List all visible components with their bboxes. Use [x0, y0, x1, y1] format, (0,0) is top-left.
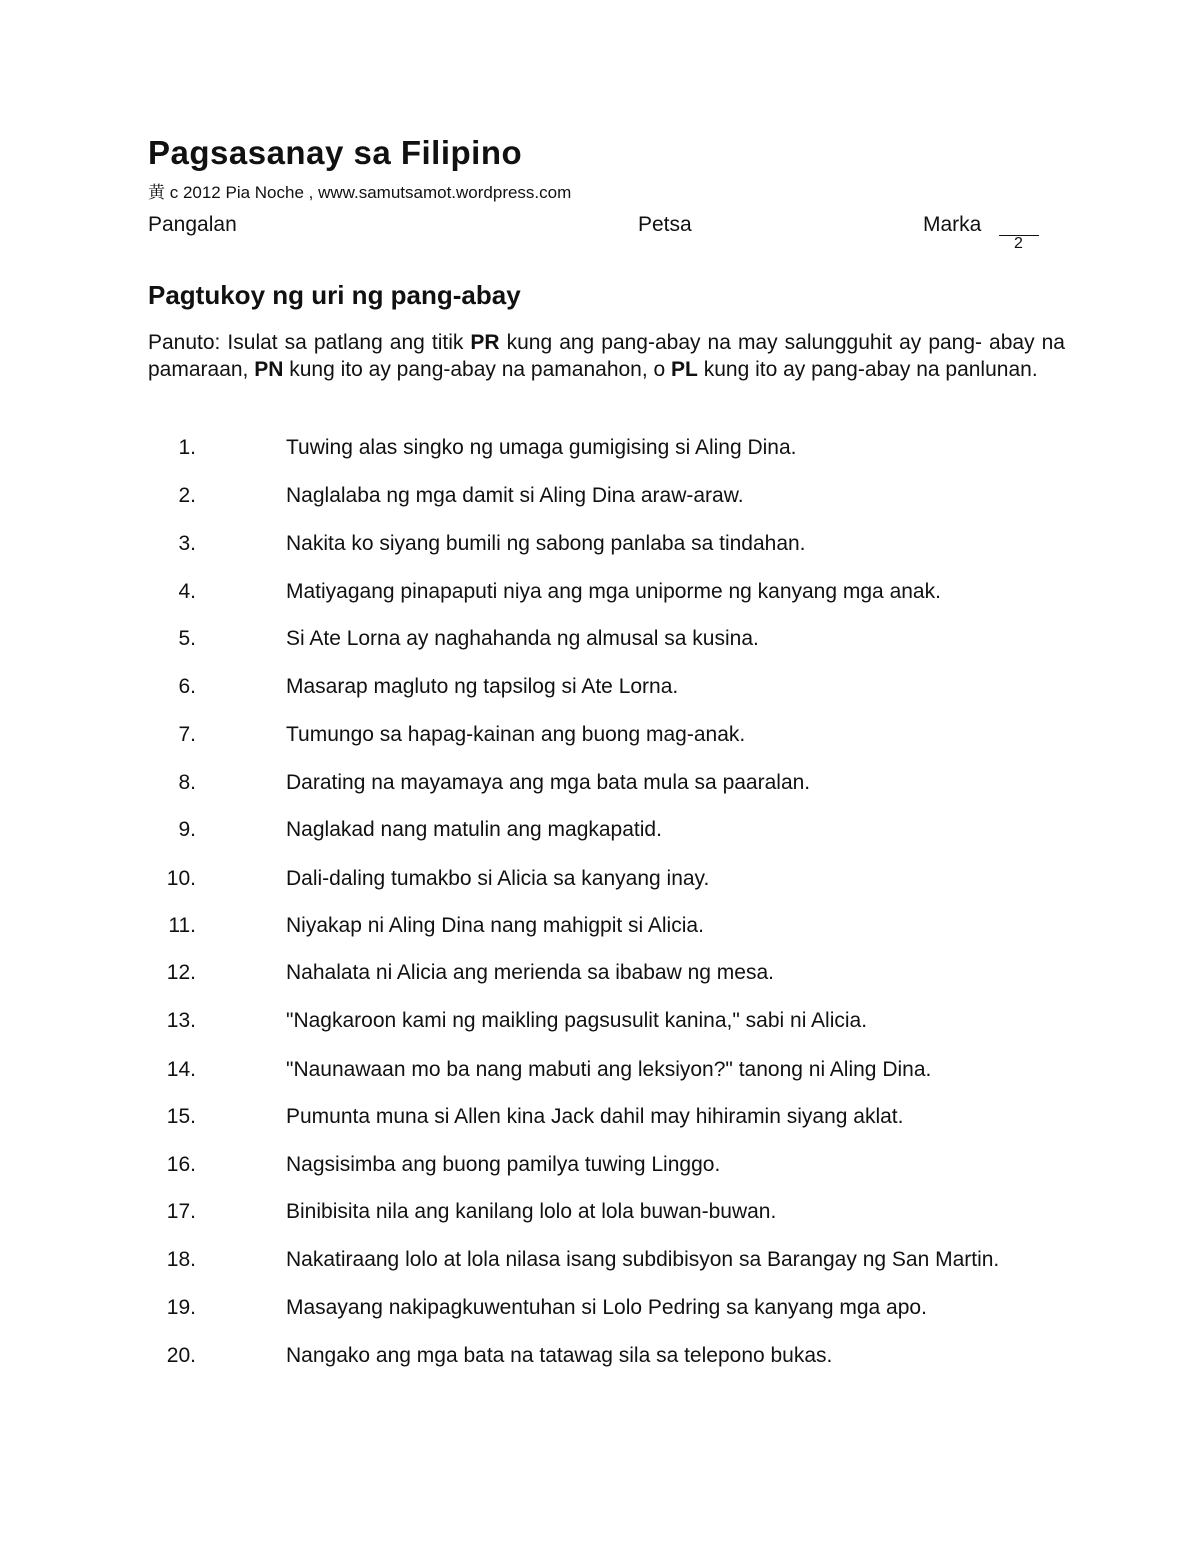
instructions — [148, 329, 1065, 383]
instructions-lead: Panuto: Isulat sa patlang ang titik — [148, 331, 471, 354]
list-item — [0, 1296, 1200, 1326]
item-number: 10. — [166, 867, 196, 890]
item-number: 16. — [166, 1153, 196, 1176]
item-number: 17. — [166, 1200, 196, 1223]
list-item — [0, 1153, 1200, 1183]
item-number: 20. — [166, 1344, 196, 1367]
item-text: Nahalata ni Alicia ang merienda sa ibabaw ng mesa. — [286, 961, 774, 984]
item-number: 11. — [168, 914, 196, 937]
item-text: Niyakap ni Aling Dina nang mahigpit si Alicia. — [286, 914, 704, 937]
list-item — [0, 436, 1200, 466]
item-number: 12. — [166, 961, 196, 984]
list-item — [0, 818, 1200, 848]
item-text: Si Ate Lorna ay naghahanda ng almusal sa kusina. — [286, 627, 759, 650]
list-item — [0, 627, 1200, 657]
instructions-part4: kung ito ay pang-abay na panlunan. — [697, 358, 1038, 381]
item-text: Matiyagang pinapaputi niya ang mga uniporme ng kanyang mga anak. — [286, 580, 941, 603]
list-item — [0, 532, 1200, 562]
item-text: Masayang nakipagkuwentuhan si Lolo Pedring sa kanyang mga apo. — [286, 1296, 927, 1319]
list-item — [0, 580, 1200, 610]
item-text: Pumunta muna si Allen kina Jack dahil may hihiramin siyang aklat. — [286, 1105, 904, 1128]
item-number: 18. — [166, 1248, 196, 1271]
list-item — [0, 1105, 1200, 1135]
instructions-part3: kung ito ay pang-abay na pamanahon, o — [283, 358, 672, 381]
item-number: 19. — [166, 1296, 196, 1319]
list-item — [0, 914, 1200, 944]
item-number: 8. — [178, 771, 196, 794]
list-item — [0, 1248, 1200, 1278]
item-text: Darating na mayamaya ang mga bata mula sa paaralan. — [286, 771, 811, 794]
item-number: 2. — [178, 484, 196, 507]
item-text: Tumungo sa hapag-kainan ang buong mag-anak. — [286, 723, 746, 746]
score-denominator: 2 — [1014, 236, 1023, 248]
list-item — [0, 675, 1200, 705]
code-pn: PN — [254, 358, 284, 381]
item-number: 7. — [178, 723, 196, 746]
list-item — [0, 723, 1200, 753]
item-text: Nagsisimba ang buong pamilya tuwing Linggo. — [286, 1153, 721, 1176]
item-number: 5. — [178, 627, 196, 650]
list-item — [0, 867, 1200, 897]
item-text: Tuwing alas singko ng umaga gumigising si Aling Dina. — [286, 436, 797, 459]
list-item — [0, 484, 1200, 514]
section-title: Pagtukoy ng uri ng pang-abay — [148, 280, 521, 310]
item-number: 3. — [178, 532, 196, 555]
page-title: Pagsasanay sa Filipino — [148, 134, 523, 171]
list-item — [0, 1009, 1200, 1039]
name-label: Pangalan — [148, 213, 237, 236]
list-item — [0, 1344, 1200, 1374]
item-text: Nangako ang mga bata na tatawag sila sa telepono bukas. — [286, 1344, 833, 1367]
item-text: Nakita ko siyang bumili ng sabong panlaba sa tindahan. — [286, 532, 806, 555]
item-text: "Naunawaan mo ba nang mabuti ang leksiyon?" tanong ni Aling Dina. — [286, 1058, 932, 1081]
item-text: Naglalaba ng mga damit si Aling Dina araw-araw. — [286, 484, 744, 507]
list-item — [0, 771, 1200, 801]
instructions-part2: kung ang pang-abay na may salungguhit ay pang- abay na pamaraan, — [148, 331, 1065, 381]
date-label: Petsa — [638, 213, 692, 236]
item-number: 6. — [178, 675, 196, 698]
item-text: Naglakad nang matulin ang magkapatid. — [286, 818, 662, 841]
item-number: 13. — [166, 1009, 196, 1032]
code-pr: PR — [470, 331, 500, 354]
copyright-line: 黄 c 2012 Pia Noche , www.samutsamot.wordpress.com — [148, 183, 572, 202]
item-text: Binibisita nila ang kanilang lolo at lola buwan-buwan. — [286, 1200, 777, 1223]
score-label: Marka — [923, 213, 982, 236]
item-text: "Nagkaroon kami ng maikling pagsusulit kanina," sabi ni Alicia. — [286, 1009, 868, 1032]
item-text: Masarap magluto ng tapsilog si Ate Lorna. — [286, 675, 679, 698]
list-item — [0, 1200, 1200, 1230]
item-number: 4. — [178, 580, 196, 603]
list-item — [0, 961, 1200, 991]
item-number: 15. — [166, 1105, 196, 1128]
item-text: Nakatiraang lolo at lola nilasa isang subdibisyon sa Barangay ng San Martin. — [286, 1248, 1000, 1271]
item-text: Dali-daling tumakbo si Alicia sa kanyang inay. — [286, 867, 710, 890]
list-item — [0, 1058, 1200, 1088]
item-number: 14. — [166, 1058, 196, 1081]
code-pl: PL — [671, 358, 698, 381]
item-number: 9. — [178, 818, 196, 841]
item-number: 1. — [178, 436, 196, 459]
